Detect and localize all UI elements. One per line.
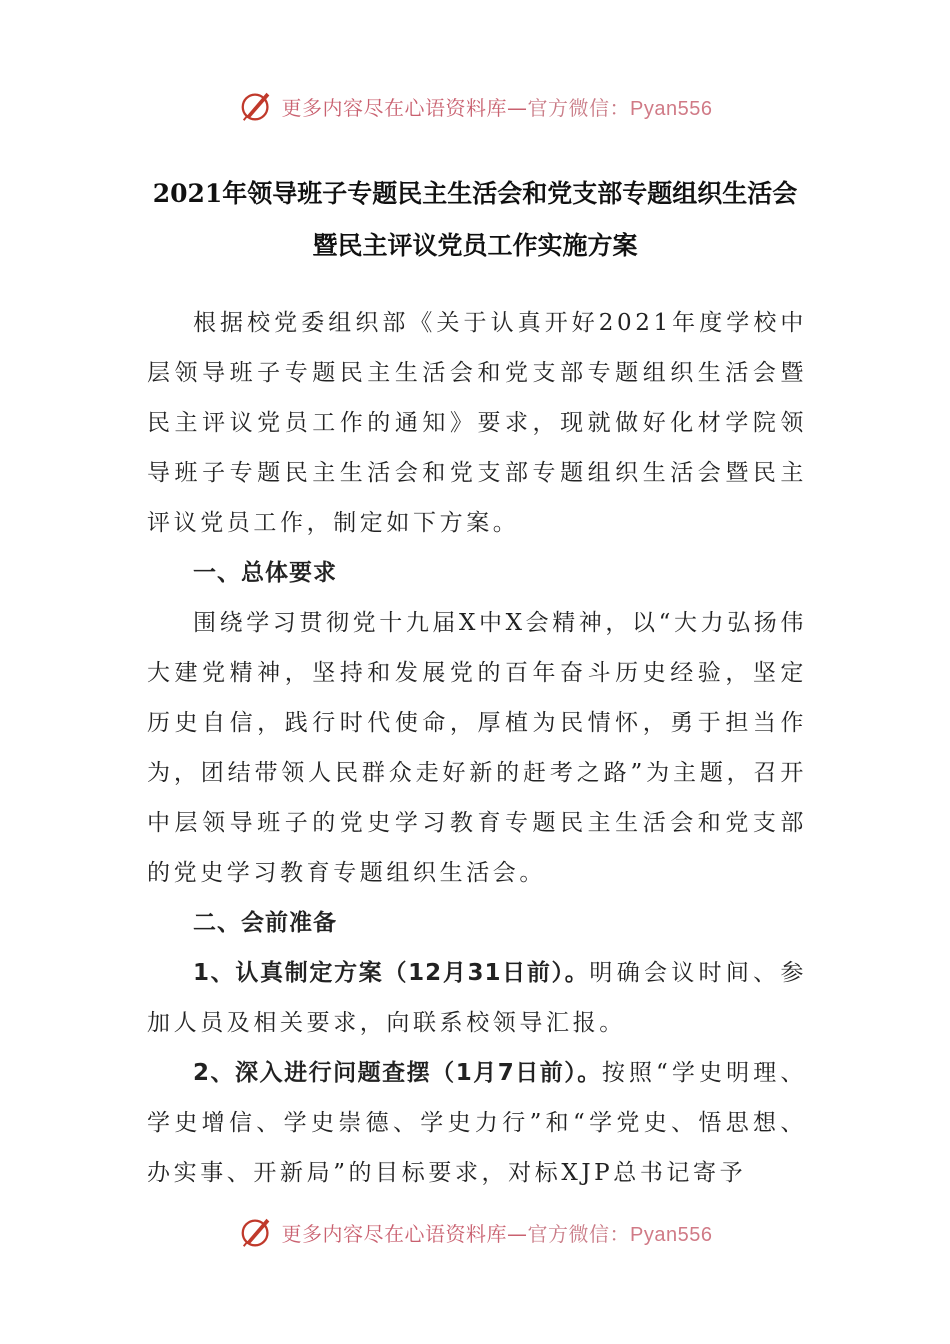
- list-item-2-text: 按照“学史明理、学史增信、学史崇德、学史力行”和“学党史、悟思想、办实事、开新局”的目标要求，对标XJP总书记寄予: [147, 1060, 808, 1186]
- paragraph-intro: 根据校党委组织部《关于认真开好2021年度学校中层领导班子专题民主生活会和党支部专题组织生活会暨民主评议党员工作的通知》要求，现就做好化材学院领导班子专题民主生活会和党支部专题组织生活会暨民主评议党员工作，制定如下方案。: [147, 310, 807, 536]
- footer-watermark: [0, 1210, 950, 1254]
- watermark-text: 更多内容尽在心语资料库—官方微信：Pyan556: [281, 95, 713, 120]
- section-heading-1: 一、总体要求: [193, 560, 337, 586]
- quill-logo-icon: [238, 1213, 276, 1251]
- list-item-1: [147, 948, 807, 1048]
- watermark-text: 更多内容尽在心语资料库—官方微信：Pyan556: [281, 1221, 713, 1246]
- document-body: [147, 298, 807, 1198]
- quill-logo-icon: [238, 87, 276, 125]
- title-line-2: 暨民主评议党员工作实施方案: [312, 231, 638, 260]
- document-title: [0, 168, 950, 272]
- list-item-2: [147, 1048, 807, 1198]
- title-line-1: 2021年领导班子专题民主生活会和党支部专题组织生活会: [152, 179, 798, 208]
- list-item-1-heading: 1、认真制定方案（12月31日前）。: [193, 960, 590, 986]
- paragraph-requirements: 围绕学习贯彻党十九届X中X会精神，以“大力弘扬伟大建党精神，坚持和发展党的百年奋斗历史经验，坚定历史自信，践行时代使命，厚植为民情怀，勇于担当作为，团结带领人民群众走好新的赶考之路”为主题，召开中层领导班子的党史学习教育专题民主生活会和党支部的党史学习教育专题组织生活会。: [147, 610, 807, 886]
- list-item-1-text: 明确会议时间、参加人员及相关要求，向联系校领导汇报。: [147, 960, 807, 1036]
- header-watermark: [0, 84, 950, 128]
- list-item-2-heading: 2、深入进行问题查摆（1月7日前）。: [193, 1060, 602, 1086]
- section-heading-2: 二、会前准备: [193, 910, 337, 936]
